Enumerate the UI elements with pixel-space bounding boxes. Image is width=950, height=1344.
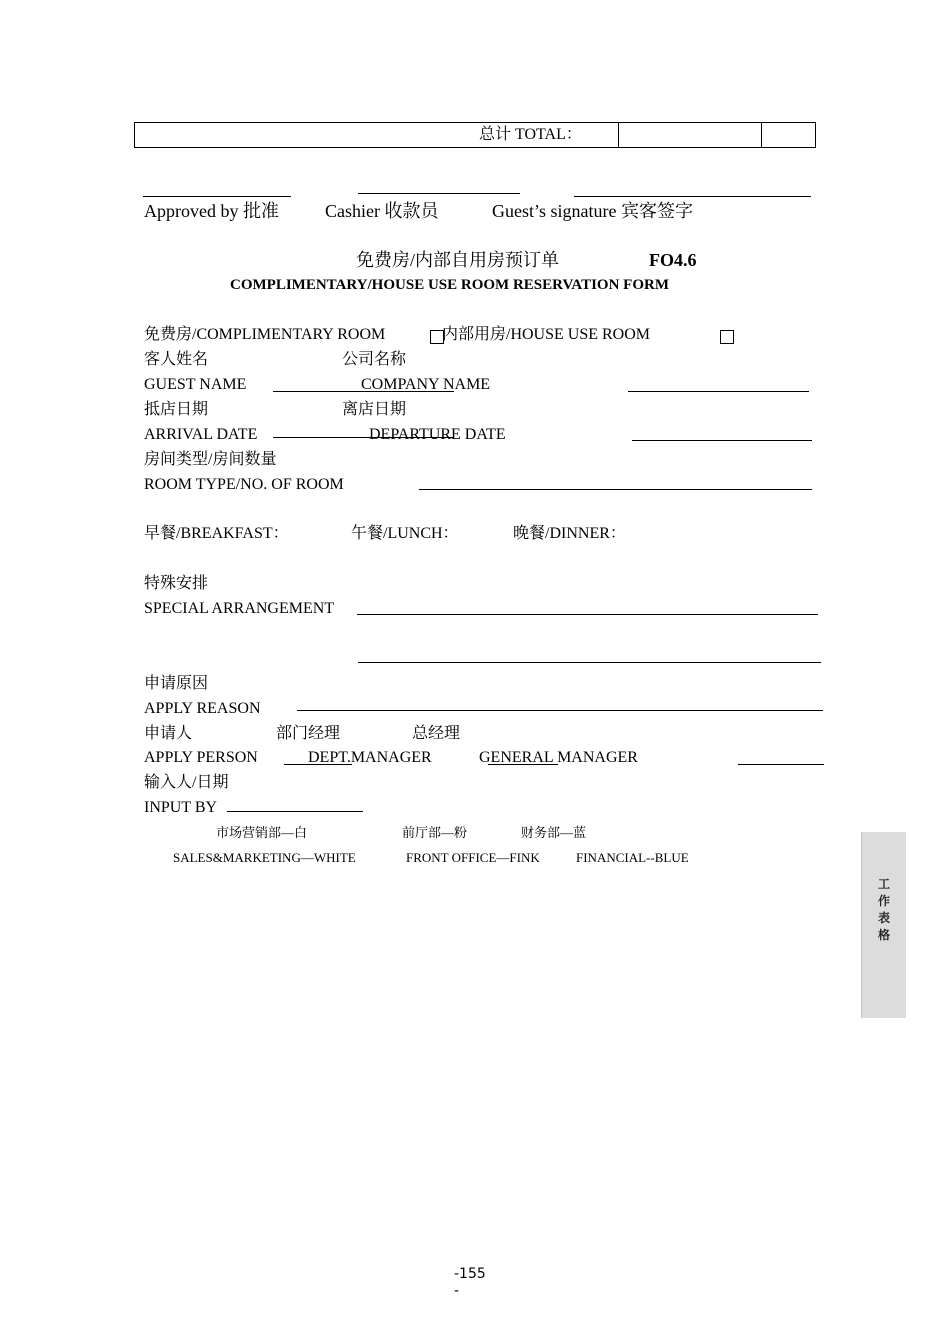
departure-date-cn: 离店日期	[342, 401, 407, 418]
approved-by-label: Approved by 批准	[144, 201, 279, 221]
general-manager-line[interactable]	[738, 764, 824, 765]
distribution-financial-en: FINANCIAL--BLUE	[576, 850, 689, 865]
input-by-line[interactable]	[227, 811, 363, 812]
guest-name-en: GUEST NAME	[144, 376, 247, 393]
special-arrangement-line-2[interactable]	[358, 662, 821, 663]
input-by-cn: 输入人/日期	[144, 774, 229, 791]
breakfast-label: 早餐/BREAKFAST：	[144, 525, 289, 542]
company-name-line[interactable]	[628, 391, 809, 392]
special-arrangement-en: SPECIAL ARRANGEMENT	[144, 600, 335, 617]
distribution-financial-cn: 财务部—蓝	[521, 825, 587, 840]
departure-date-line[interactable]	[632, 440, 812, 441]
room-type-line[interactable]	[419, 489, 812, 490]
lunch-label: 午餐/LUNCH：	[351, 525, 459, 542]
page-number-dash: -	[454, 1283, 460, 1299]
apply-person-cn: 申请人	[144, 725, 193, 742]
total-table	[134, 122, 816, 148]
apply-person-en: APPLY PERSON	[144, 749, 258, 766]
guest-signature-line[interactable]	[574, 196, 811, 197]
arrival-date-en: ARRIVAL DATE	[144, 426, 258, 443]
departure-date-en: DEPARTURE DATE	[369, 426, 506, 443]
form-code: FO4.6	[649, 250, 697, 270]
house-use-room-checkbox[interactable]	[720, 330, 734, 344]
cashier-label: Cashier 收款员	[325, 201, 439, 221]
company-name-cn: 公司名称	[342, 351, 407, 368]
complimentary-room-label: 免费房/COMPLIMENTARY ROOM	[144, 326, 386, 343]
general-manager-cn: 总经理	[412, 725, 461, 742]
apply-reason-en: APPLY REASON	[144, 700, 261, 717]
dept-manager-en: DEPT.MANAGER	[308, 749, 432, 766]
room-type-cn: 房间类型/房间数量	[144, 451, 277, 468]
approved-by-line[interactable]	[143, 196, 291, 197]
guest-name-cn: 客人姓名	[144, 351, 209, 368]
form-title-cn: 免费房/内部自用房预订单	[356, 250, 559, 270]
dept-manager-cn: 部门经理	[276, 725, 341, 742]
apply-reason-cn: 申请原因	[144, 675, 209, 692]
input-by-en: INPUT BY	[144, 799, 218, 816]
form-title-en: COMPLIMENTARY/HOUSE USE ROOM RESERVATION FORM	[230, 277, 669, 293]
room-type-en: ROOM TYPE/NO. OF ROOM	[144, 476, 344, 493]
dinner-label: 晚餐/DINNER：	[513, 525, 626, 542]
company-name-en: COMPANY NAME	[361, 376, 491, 393]
distribution-front-office-en: FRONT OFFICE—FINK	[406, 850, 540, 865]
special-arrangement-cn: 特殊安排	[144, 575, 209, 592]
total-label: 总计 TOTAL：	[479, 126, 582, 143]
house-use-room-label: 内部用房/HOUSE USE ROOM	[442, 326, 651, 343]
apply-reason-line[interactable]	[297, 710, 823, 711]
distribution-sales-cn: 市场营销部—白	[216, 825, 308, 840]
distribution-sales-en: SALES&MARKETING—WHITE	[173, 850, 356, 865]
total-amount-cell[interactable]	[618, 123, 619, 147]
guest-signature-label: Guest’s signature 宾客签字	[492, 201, 693, 221]
side-tab	[861, 832, 906, 1018]
side-tab-label: 工 作 表 格	[877, 877, 890, 942]
general-manager-en: GENERAL MANAGER	[479, 749, 638, 766]
cashier-line[interactable]	[358, 193, 520, 194]
page-number: -155	[454, 1266, 486, 1282]
arrival-date-cn: 抵店日期	[144, 401, 209, 418]
special-arrangement-line-1[interactable]	[357, 614, 818, 615]
total-extra-cell[interactable]	[761, 123, 762, 147]
distribution-front-office-cn: 前厅部—粉	[402, 825, 468, 840]
